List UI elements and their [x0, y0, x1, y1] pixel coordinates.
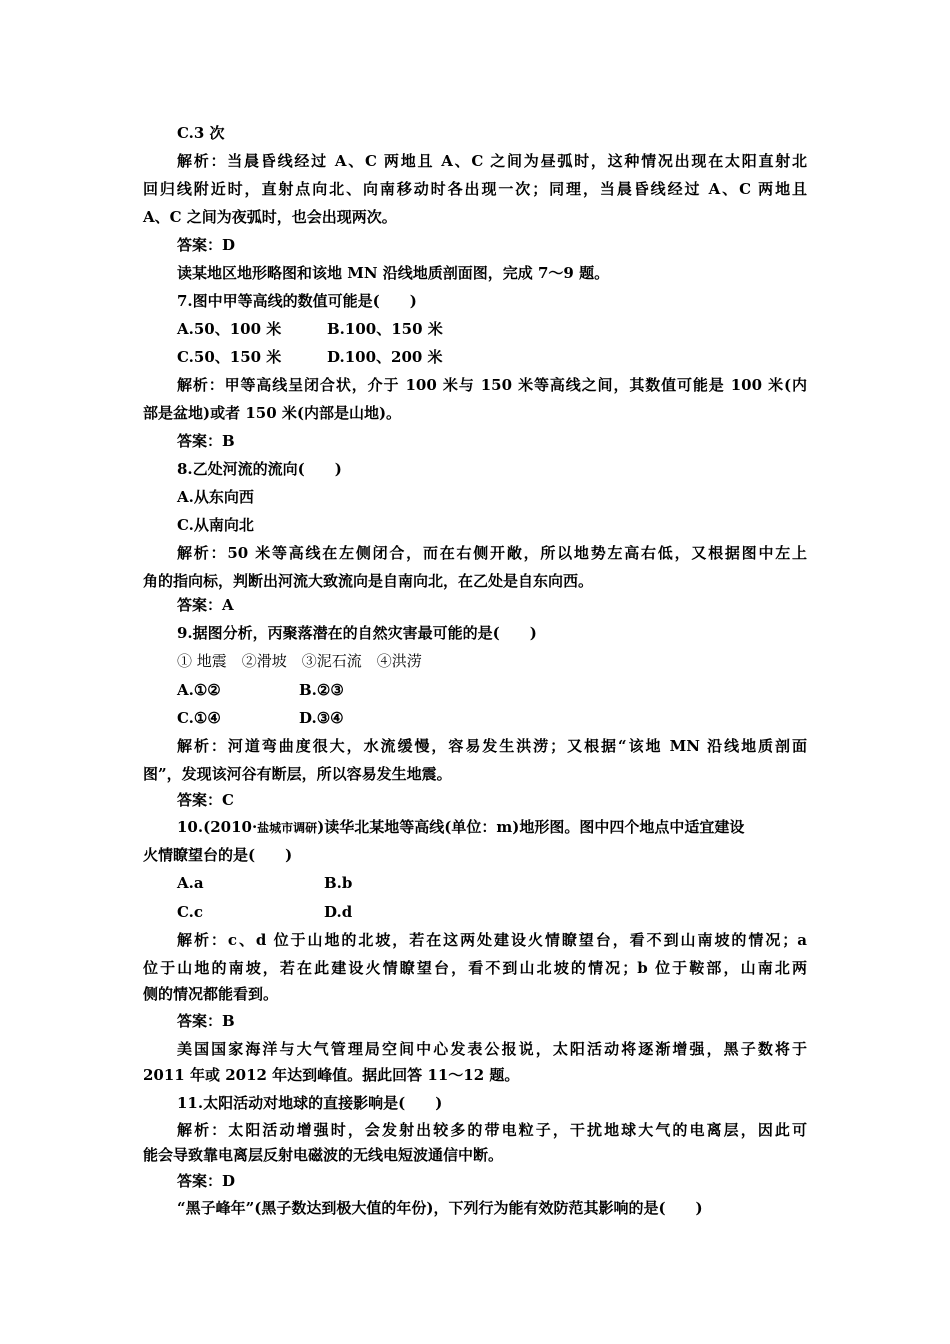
- options-q7-row2: [177, 347, 807, 367]
- option-d-q7: D.100、200 米: [327, 348, 443, 366]
- question-10-line2: 火情瞭望台的是( ): [143, 846, 293, 864]
- analysis-q7-line1: 解析：甲等高线呈闭合状，介于 100 米与 150 米等高线之间，其数值可能是 100 米(内: [177, 376, 807, 394]
- question-7: 7.图中甲等高线的数值可能是( ): [177, 292, 417, 310]
- question-10-stem: )读华北某地等高线(单位：m)地形图。图中四个地点中适宜建设: [317, 818, 745, 836]
- analysis-q11-line2: 能会导致靠电离层反射电磁波的无线电短波通信中断。: [143, 1146, 504, 1164]
- option-b-q9: B.②③: [299, 681, 344, 699]
- option-c-q6: C.3 次: [177, 124, 225, 142]
- analysis-q10-line2: 位于山地的南坡，若在此建设火情瞭望台，看不到山北坡的情况；b 位于鞍部，山南北两: [143, 959, 807, 977]
- section-intro-11-12-line1: 美国国家海洋与大气管理局空间中心发表公报说，太阳活动将逐渐增强，黑子数将于: [177, 1040, 807, 1058]
- question-11: 11.太阳活动对地球的直接影响是( ): [177, 1094, 443, 1112]
- analysis-q8-line2: 角的指向标，判断出河流大致流向是自南向北，在乙处是自东向西。: [143, 572, 594, 590]
- answer-q8: 答案：A: [177, 596, 234, 614]
- option-b-q7: B.100、150 米: [327, 320, 443, 338]
- analysis-q6-line2: 回归线附近时，直射点向北、向南移动时各出现一次；同理，当晨昏线经过 A、C 两地且: [143, 180, 807, 198]
- section-intro-11-12-line2: 2011 年或 2012 年达到峰值。据此回答 11～12 题。: [143, 1066, 520, 1084]
- answer-q11: 答案：D: [177, 1172, 236, 1190]
- analysis-q9-line2: 图”，发现该河谷有断层，所以容易发生地震。: [143, 765, 452, 783]
- question-10-prefix: 10.(2010·: [177, 818, 258, 836]
- section-intro-7-9: 读某地区地形略图和该地 MN 沿线地质剖面图，完成 7～9 题。: [177, 264, 610, 282]
- options-q10-row2: [177, 902, 807, 922]
- answer-q6: 答案：D: [177, 236, 236, 254]
- analysis-q11-line1: 解析：太阳活动增强时，会发射出较多的带电粒子，干扰地球大气的电离层，因此可: [177, 1121, 807, 1139]
- option-c-q7: C.50、150 米: [177, 348, 282, 366]
- answer-q9: 答案：C: [177, 791, 234, 809]
- question-10-source: 盐城市调研: [257, 821, 318, 835]
- answer-q7: 答案：B: [177, 432, 235, 450]
- option-d-q9: D.③④: [299, 709, 344, 727]
- options-q9-row2: [177, 708, 807, 728]
- analysis-q7-line2: 部是盆地)或者 150 米(内部是山地)。: [143, 404, 402, 422]
- analysis-q10-line3: 侧的情况都能看到。: [143, 985, 279, 1003]
- question-12: “黑子峰年”(黑子数达到极大值的年份)，下列行为能有效防范其影响的是( ): [177, 1199, 703, 1217]
- options-q7-row1: [177, 319, 807, 339]
- option-a-q9: A.①②: [177, 681, 221, 699]
- question-10-line1: [177, 817, 807, 838]
- question-9: 9.据图分析，丙聚落潜在的自然灾害最可能的是( ): [177, 624, 537, 642]
- option-b-q10: B.b: [324, 874, 353, 892]
- question-8: 8.乙处河流的流向( ): [177, 460, 342, 478]
- option-c-q8: C.从南向北: [177, 516, 254, 534]
- option-c-q9: C.①④: [177, 709, 221, 727]
- option-a-q8: A.从东向西: [177, 488, 254, 506]
- analysis-q6-line3: A、C 之间为夜弧时，也会出现两次。: [143, 208, 397, 226]
- answer-q10: 答案：B: [177, 1012, 235, 1030]
- options-q10-row1: [177, 873, 807, 893]
- option-d-q10: D.d: [324, 903, 353, 921]
- option-a-q10: A.a: [177, 874, 204, 892]
- option-a-q7: A.50、100 米: [177, 320, 282, 338]
- analysis-q8-line1: 解析：50 米等高线在左侧闭合，而在右侧开敞，所以地势左高右低，又根据图中左上: [177, 544, 807, 562]
- analysis-q9-line1: 解析：河道弯曲度很大，水流缓慢，容易发生洪涝；又根据“该地 MN 沿线地质剖面: [177, 737, 807, 755]
- analysis-q10-line1: 解析：c、d 位于山地的北坡，若在这两处建设火情瞭望台，看不到山南坡的情况；a: [177, 931, 807, 949]
- analysis-q6-line1: 解析：当晨昏线经过 A、C 两地且 A、C 之间为昼弧时，这种情况出现在太阳直射北: [177, 152, 807, 170]
- hazard-list-q9: ① 地震 ②滑坡 ③泥石流 ④洪涝: [177, 652, 422, 670]
- options-q9-row1: [177, 680, 807, 700]
- option-c-q10: C.c: [177, 903, 204, 921]
